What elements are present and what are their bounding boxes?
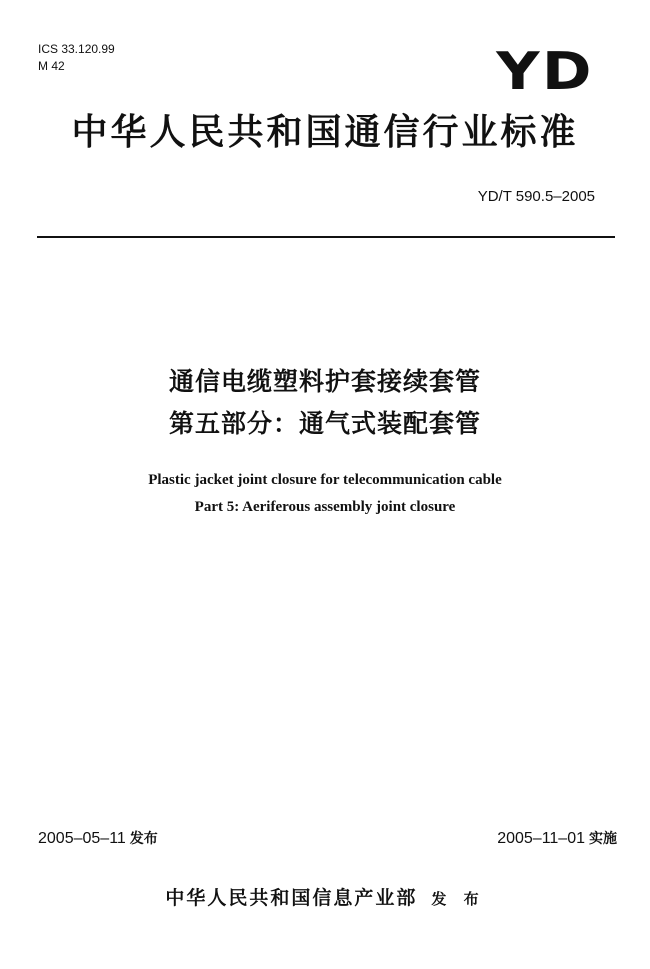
title-cn-line-1: 通信电缆塑料护套接续套管 bbox=[168, 367, 481, 396]
issuer-name: 中华人民共和国信息产业部 bbox=[165, 887, 418, 909]
issue-label: 发布 bbox=[129, 831, 158, 847]
issue-date bbox=[38, 828, 158, 848]
category-code: M 42 bbox=[38, 59, 65, 73]
title-en-line-2: Part 5: Aeriferous assembly joint closure bbox=[194, 499, 456, 515]
implement-date bbox=[497, 828, 617, 848]
issuer bbox=[0, 883, 650, 910]
implement-date-value: 2005–11–01 bbox=[497, 830, 585, 847]
standard-number: YD/T 590.5–2005 bbox=[477, 188, 595, 205]
org-title: 中华人民共和国通信行业标准 bbox=[71, 112, 579, 153]
yd-logo: YD bbox=[496, 42, 594, 102]
title-cn-line-2: 第五部分：通气式装配套管 bbox=[168, 409, 481, 438]
ics-code: ICS 33.120.99 bbox=[38, 42, 115, 56]
issuer-action: 发 布 bbox=[431, 890, 485, 908]
implement-label: 实施 bbox=[589, 831, 617, 847]
title-en-line-1: Plastic jacket joint closure for telecommunication cable bbox=[148, 472, 502, 488]
divider-rule bbox=[37, 236, 615, 238]
issue-date-value: 2005–05–11 bbox=[38, 830, 126, 847]
